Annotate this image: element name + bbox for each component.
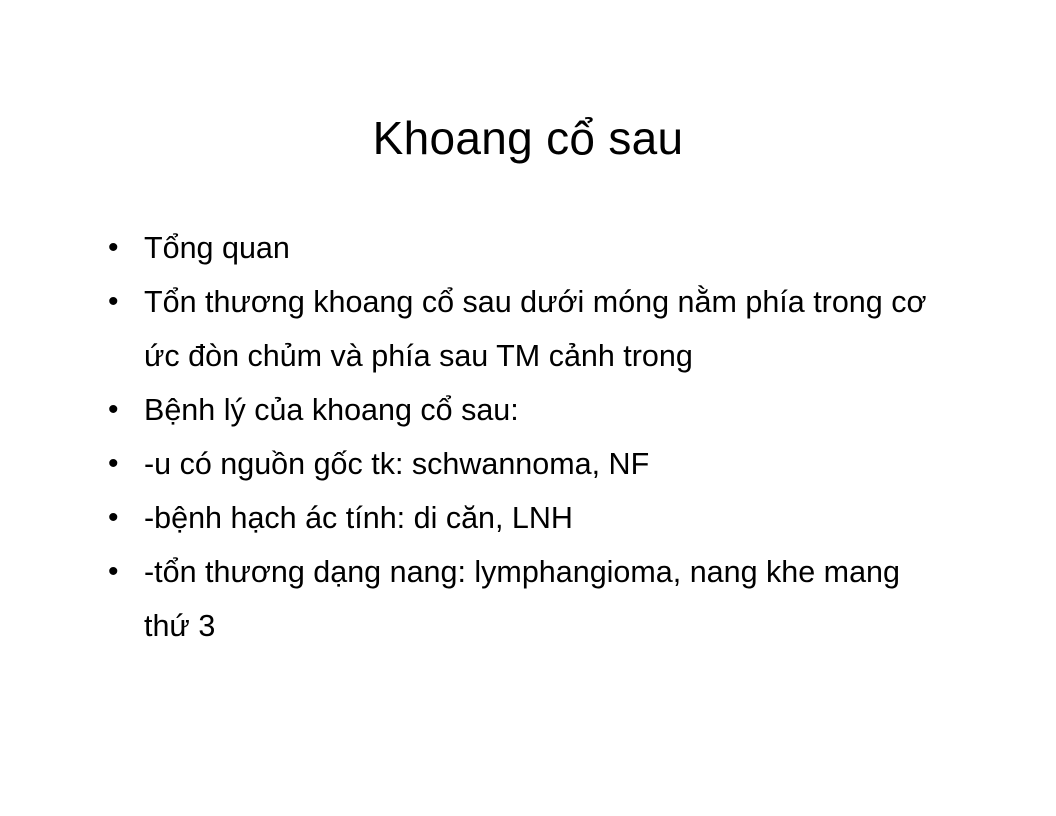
bullet-icon: • <box>108 447 119 480</box>
bullet-icon: • <box>108 285 119 318</box>
list-item-text: Tổn thương khoang cổ sau dưới móng nằm phía trong cơ ức đòn chủm và phía sau TM cảnh trong <box>144 285 927 373</box>
slide-title: Khoang cổ sau <box>372 112 684 164</box>
list-item-text: Tổng quan <box>144 231 290 265</box>
bullet-icon: • <box>108 555 119 588</box>
list-item <box>108 275 988 383</box>
bullet-icon: • <box>108 393 119 426</box>
list-item-text: -bệnh hạch ác tính: di căn, LNH <box>144 501 573 535</box>
list-item <box>108 437 988 491</box>
bullet-icon: • <box>108 231 119 264</box>
list-item-text: -u có nguồn gốc tk: schwannoma, NF <box>144 447 650 481</box>
list-item-text: Bệnh lý của khoang cổ sau: <box>144 393 519 427</box>
bullet-list <box>108 221 988 653</box>
list-item <box>108 491 988 545</box>
bullet-icon: • <box>108 501 119 534</box>
list-item <box>108 545 988 653</box>
list-item <box>108 383 988 437</box>
list-item-text: -tổn thương dạng nang: lymphangioma, nang khe mang thứ 3 <box>144 555 900 643</box>
list-item <box>108 221 988 275</box>
